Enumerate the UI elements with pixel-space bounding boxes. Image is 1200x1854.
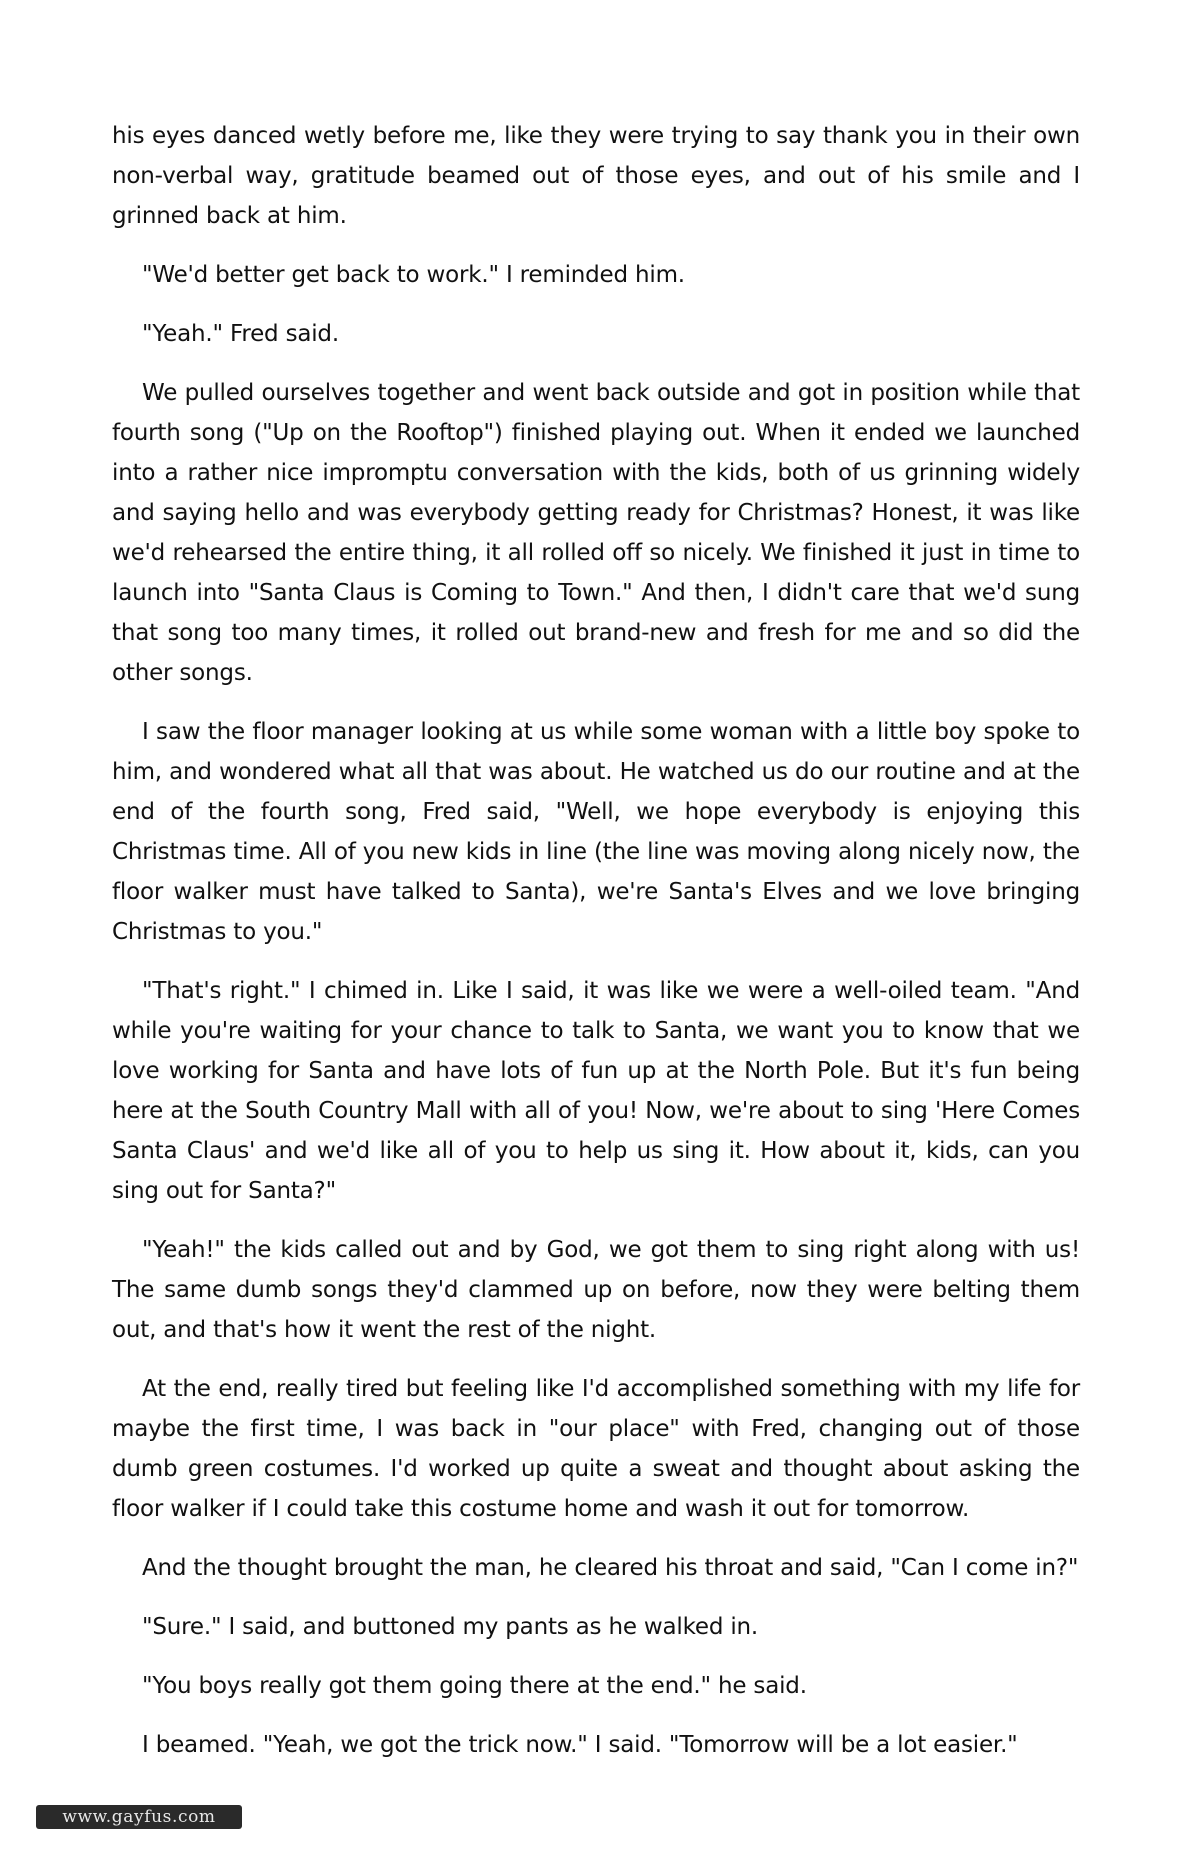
paragraph-3: "Yeah." Fred said.: [142, 321, 339, 347]
paragraph-5: I saw the floor manager looking at us while some woman with a little boy spoke to him, and wondered what all that was about. He watched us do our routine and at the end of the fourth song, Fred said, "Well, we hope everybody is enjoying this Christmas time. All of you new kids in line (the line was moving along nicely now, the floor walker must have talked to Santa), we're Santa's Elves and we love bringing Christmas to you.": [112, 719, 1080, 945]
paragraph-1: his eyes danced wetly before me, like they were trying to say thank you in their own non-verbal way, gratitude beamed out of those eyes, and out of his smile and I grinned back at him.: [112, 123, 1080, 229]
page-body: [112, 116, 1080, 1784]
paragraph-12: I beamed. "Yeah, we got the trick now." I said. "Tomorrow will be a lot easier.": [142, 1732, 1018, 1758]
paragraph-9: And the thought brought the man, he cleared his throat and said, "Can I come in?": [142, 1555, 1079, 1581]
paragraph-7: "Yeah!" the kids called out and by God, we got them to sing right along with us! The same dumb songs they'd clammed up on before, now they were belting them out, and that's how it went the rest of the night.: [112, 1237, 1080, 1343]
paragraph-2: "We'd better get back to work." I reminded him.: [142, 262, 685, 288]
watermark: www.gayfus.com: [36, 1805, 242, 1829]
paragraph-6: "That's right." I chimed in. Like I said, it was like we were a well-oiled team. "And while you're waiting for your chance to talk to Santa, we want you to know that we love working for Santa and have lots of fun up at the North Pole. But it's fun being here at the South Country Mall with all of you! Now, we're about to sing 'Here Comes Santa Claus' and we'd like all of you to help us sing it. How about it, kids, can you sing out for Santa?": [112, 978, 1080, 1204]
paragraph-11: "You boys really got them going there at the end." he said.: [142, 1673, 807, 1699]
paragraph-8: At the end, really tired but feeling like I'd accomplished something with my life for maybe the first time, I was back in "our place" with Fred, changing out of those dumb green costumes. I'd worked up quite a sweat and thought about asking the floor walker if I could take this costume home and wash it out for tomorrow.: [112, 1376, 1080, 1522]
paragraph-10: "Sure." I said, and buttoned my pants as he walked in.: [142, 1614, 759, 1640]
paragraph-4: We pulled ourselves together and went back outside and got in position while that fourth song ("Up on the Rooftop") finished playing out. When it ended we launched into a rather nice impromptu conversation with the kids, both of us grinning widely and saying hello and was everybody getting ready for Christmas? Honest, it was like we'd rehearsed the entire thing, it all rolled off so nicely. We finished it just in time to launch into "Santa Claus is Coming to Town." And then, I didn't care that we'd sung that song too many times, it rolled out brand-new and fresh for me and so did the other songs.: [112, 380, 1080, 686]
